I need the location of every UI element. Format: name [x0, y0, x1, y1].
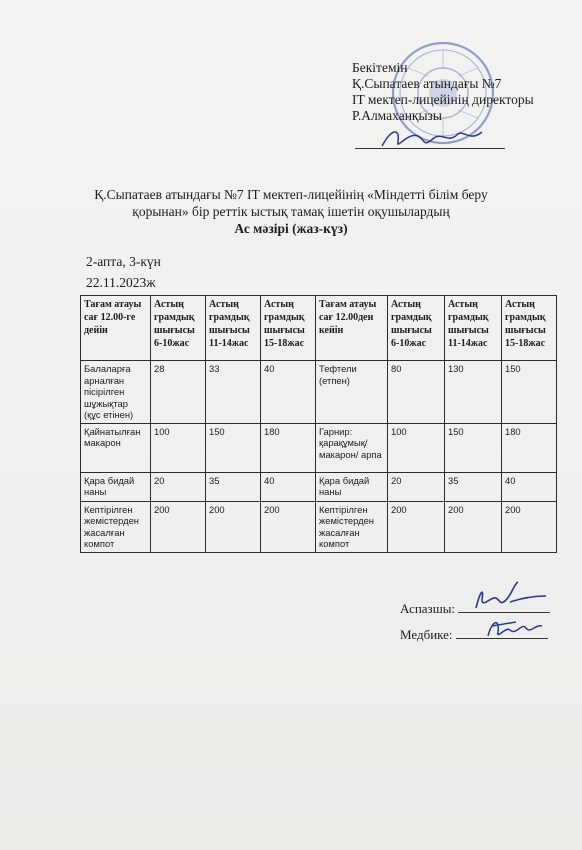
table-cell: Гарнир: қарақұмық/ макарон/ арпа	[316, 423, 388, 472]
table-cell: Қара бидай наны	[316, 472, 388, 501]
table-cell: Қара бидай наны	[81, 472, 151, 501]
header-cell: Астың грамдық шығысы 11-14жас	[445, 296, 502, 361]
table-cell: 40	[261, 361, 316, 424]
table-row	[81, 423, 557, 472]
table-cell: 40	[502, 472, 557, 501]
table-cell: 200	[445, 501, 502, 552]
table-cell: Кептірілген жемістерден жасалған компот	[81, 501, 151, 552]
table-header-row	[81, 296, 557, 361]
table-cell: 28	[151, 361, 206, 424]
approval-block	[352, 60, 552, 124]
cook-signature-icon	[470, 578, 550, 614]
table-cell: 200	[206, 501, 261, 552]
table-cell: 40	[261, 472, 316, 501]
menu-title: Ас мәзірі (жаз-күз)	[234, 221, 348, 236]
week-day: 2-апта, 3-күн	[86, 254, 161, 269]
approval-name: Р.Алмаханқызы	[352, 108, 442, 123]
table-cell: 100	[151, 423, 206, 472]
table-cell: 130	[445, 361, 502, 424]
table-cell: Балаларға арналған пісірілген шұжықтар (құс етінен)	[81, 361, 151, 424]
table-cell: 20	[388, 472, 445, 501]
table-row	[81, 472, 557, 501]
table-cell: 200	[261, 501, 316, 552]
table-cell: 80	[388, 361, 445, 424]
table-cell: 200	[388, 501, 445, 552]
table-cell: Қайнатылған макарон	[81, 423, 151, 472]
header-cell: Астың грамдық шығысы 15-18жас	[261, 296, 316, 361]
table-cell: 20	[151, 472, 206, 501]
header-cell: Астың грамдық шығысы 11-14жас	[206, 296, 261, 361]
approval-position: IT мектеп-лицейінің директоры	[352, 92, 534, 107]
document-heading	[40, 186, 542, 237]
table-cell: Тефтели (етпен)	[316, 361, 388, 424]
table-cell: 150	[445, 423, 502, 472]
header-cell: Астың грамдық шығысы 15-18жас	[502, 296, 557, 361]
table-cell: 150	[502, 361, 557, 424]
table-row	[81, 361, 557, 424]
table-cell: 180	[502, 423, 557, 472]
approval-title: Бекітемін	[352, 60, 408, 75]
table-cell: 100	[388, 423, 445, 472]
menu-table	[80, 295, 557, 553]
nurse-signature-icon	[482, 612, 552, 644]
table-cell: 180	[261, 423, 316, 472]
table-cell: 33	[206, 361, 261, 424]
cook-label: Аспазшы:	[400, 601, 456, 616]
nurse-label: Медбике:	[400, 627, 453, 642]
header-cell: Тағам атауы сағ 12.00ден кейін	[316, 296, 388, 361]
table-cell: 150	[206, 423, 261, 472]
header-cell: Тағам атауы сағ 12.00-ге дейін	[81, 296, 151, 361]
heading-line-2: қорынан» бір реттік ыстық тамақ ішетін оқушылардың	[132, 204, 450, 219]
table-cell: 200	[502, 501, 557, 552]
table-row	[81, 501, 557, 552]
menu-date: 22.11.2023ж	[86, 275, 156, 290]
approval-school: Қ.Сыпатаев атындағы №7	[352, 76, 502, 91]
director-signature-line	[355, 148, 505, 149]
header-cell: Астың грамдық шығысы 6-10жас	[388, 296, 445, 361]
table-cell: 35	[445, 472, 502, 501]
header-cell: Астың грамдық шығысы 6-10жас	[151, 296, 206, 361]
table-cell: Кептірілген жемістерден жасалған компот	[316, 501, 388, 552]
table-cell: 200	[151, 501, 206, 552]
heading-line-1: Қ.Сыпатаев атындағы №7 IT мектеп-лицейінің «Міндетті білім беру	[94, 187, 488, 202]
table-cell: 35	[206, 472, 261, 501]
